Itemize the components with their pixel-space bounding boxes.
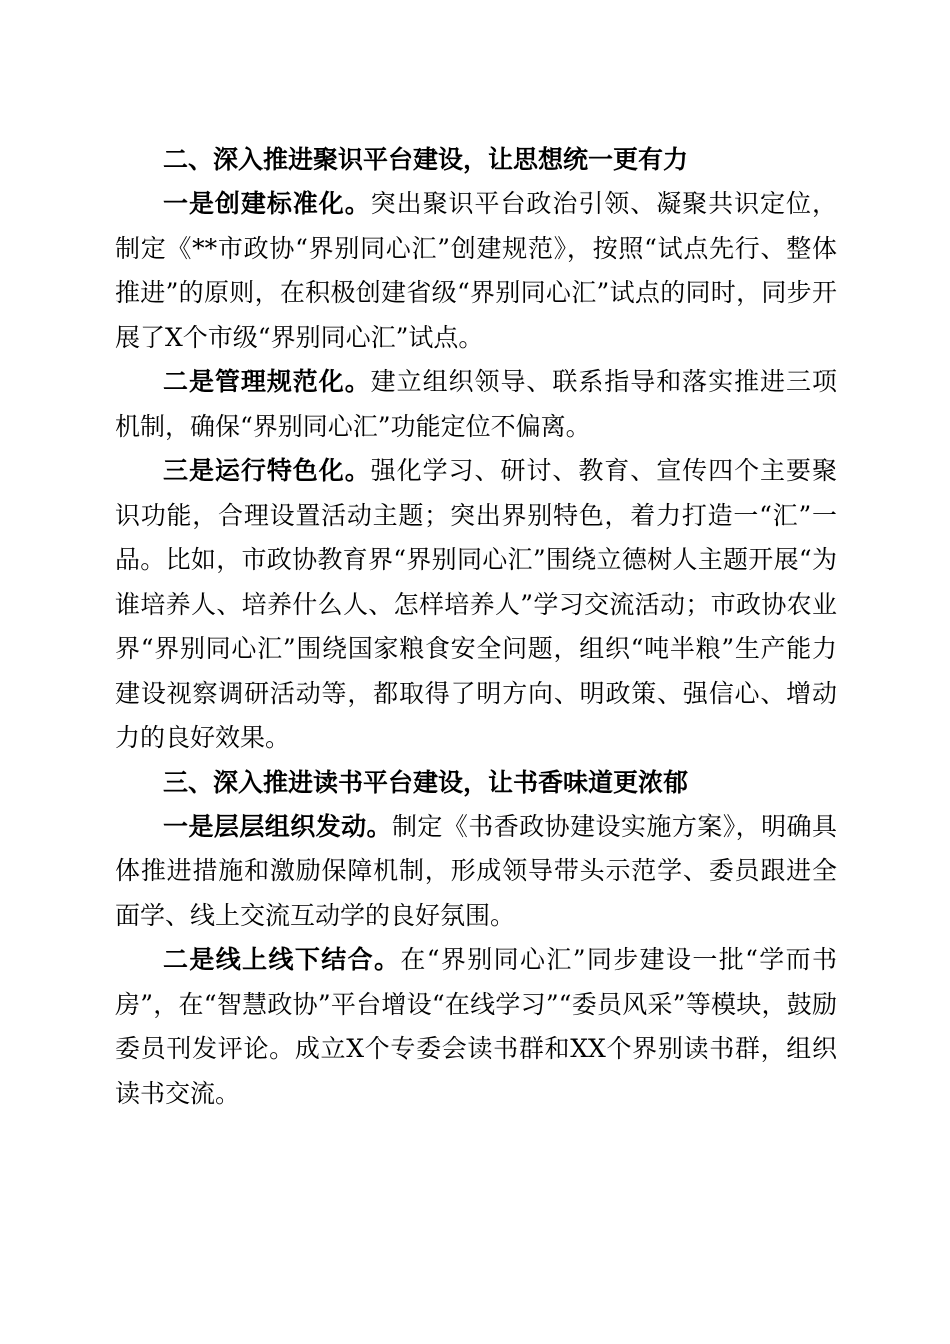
section-heading-reading: 三、深入推进读书平台建设，让书香味道更浓郁 [163,767,689,797]
paragraph-mobilization [115,805,837,939]
paragraph-body: 建立组织领导、联系指导和落实推进三项机制，确保“界别同心汇”功能定位不偏离。 [115,367,837,441]
paragraph-lead: 二是线上线下结合。 [163,945,401,974]
paragraph-body: 突出聚识平台政治引领、凝聚共识定位，制定《**市政协“界别同心汇”创建规范》，按照“试点先行、整体推进”的原则，在积极创建省级“界别同心汇”试点的同时，同步开展了X个市级“界别同心汇”试点。 [115,189,837,352]
paragraph-lead: 三是运行特色化。 [163,456,371,485]
paragraph-standardization [115,182,837,360]
paragraph-lead: 一是层层组织发动。 [163,811,392,841]
document-page [115,138,837,1116]
paragraph-lead: 二是管理规范化。 [163,367,371,396]
paragraph-body: 在“界别同心汇”同步建设一批“学而书房”，在“智慧政协”平台增设“在线学习”“委员风采”等模块，鼓励委员刊发评论。成立X个专委会读书群和XX个界别读书群，组织读书交流。 [115,945,837,1108]
paragraph-management [115,360,837,449]
section-heading-platform: 二、深入推进聚识平台建设，让思想统一更有力 [163,145,689,174]
paragraph-lead: 一是创建标准化。 [163,189,371,218]
paragraph-operation [115,449,837,761]
paragraph-body: 强化学习、研讨、教育、宣传四个主要聚识功能，合理设置活动主题；突出界别特色，着力打造一“汇”一品。比如，市政协教育界“界别同心汇”围绕立德树人主题开展“为谁培养人、培养什么人、怎样培养人”学习交流活动；市政协农业界“界别同心汇”围绕国家粮食安全问题，组织“吨半粮”生产能力建设视察调研活动等，都取得了明方向、明政策、强信心、增动力的良好效果。 [115,456,837,752]
paragraph-online-offline [115,938,837,1116]
paragraph-body: 制定《书香政协建设实施方案》，明确具体推进措施和激励保障机制，形成领导带头示范学、委员跟进全面学、线上交流互动学的良好氛围。 [115,811,837,930]
